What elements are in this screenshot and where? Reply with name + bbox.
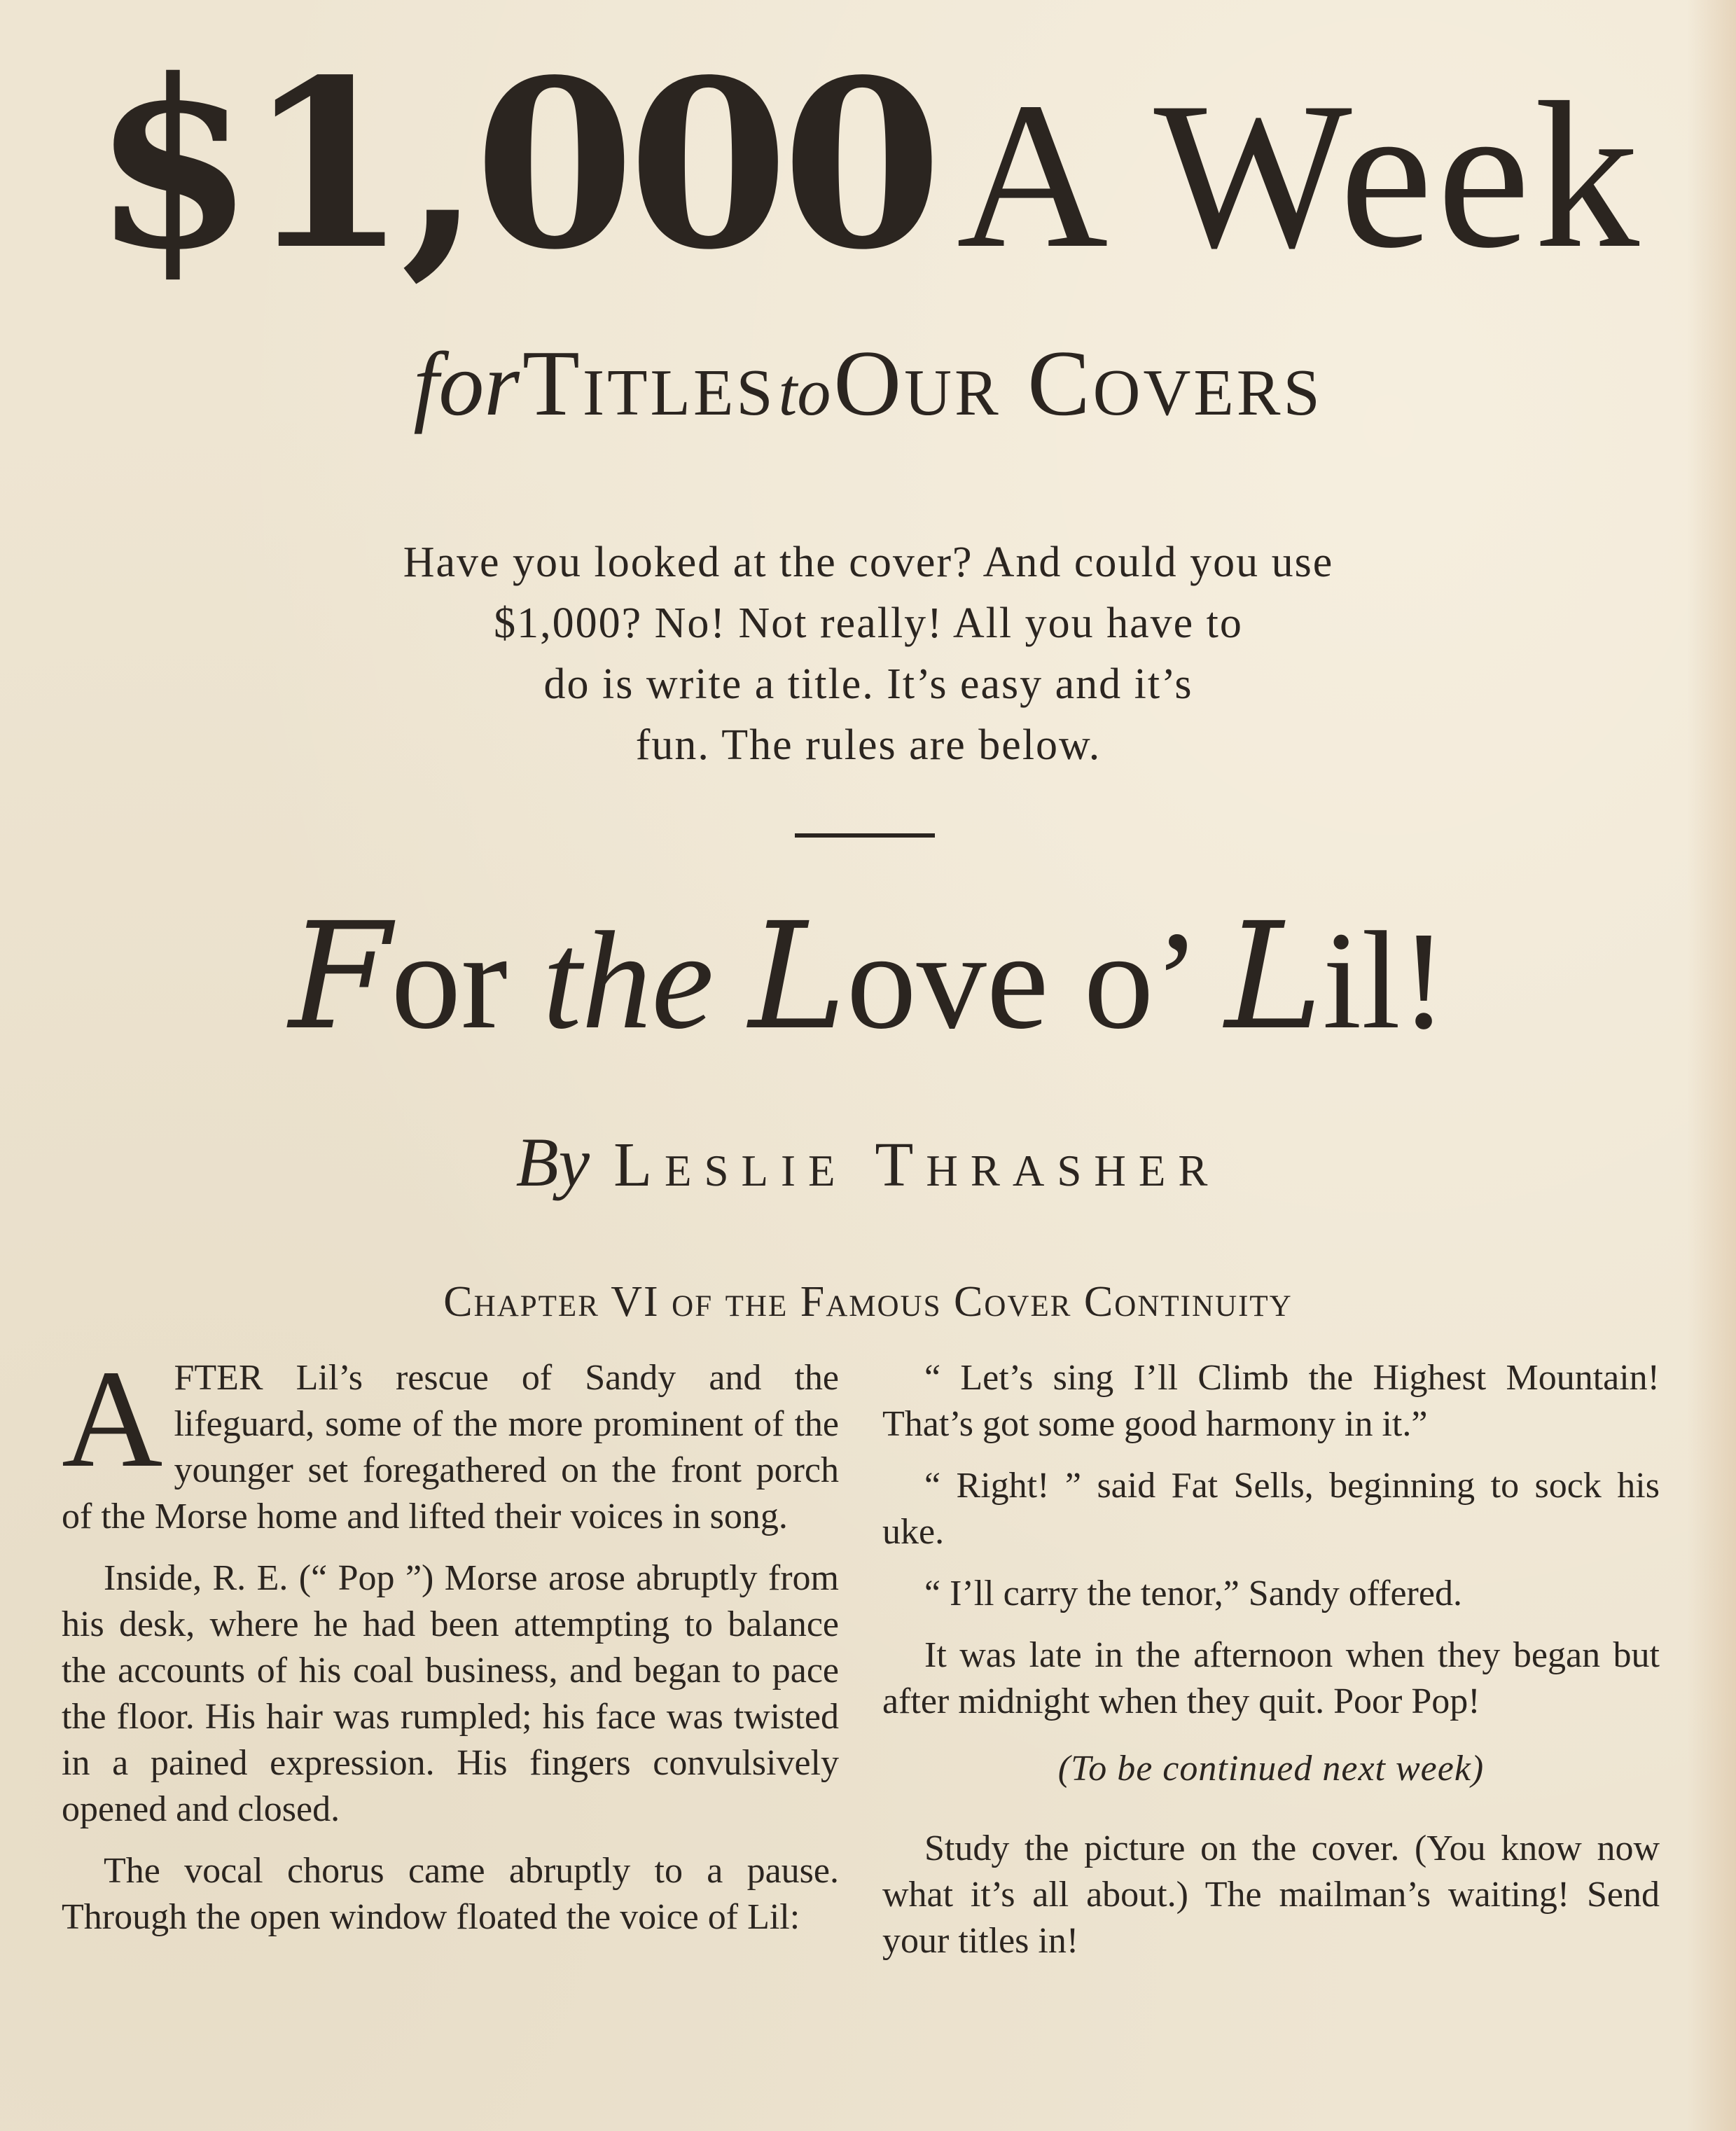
- intro-line: fun. The rules are below.: [635, 721, 1102, 769]
- continued-note: (To be continued next week): [1057, 1749, 1485, 1789]
- subhead-to: to: [778, 354, 831, 429]
- drop-cap: A: [62, 1342, 163, 1497]
- paragraph: [62, 1342, 839, 1540]
- left-column: [62, 1342, 839, 1956]
- paragraph: The vocal chorus came abruptly to a pause. Through the open window floated the voice of Lil:: [62, 1851, 839, 1937]
- title-ove: ove o’: [846, 903, 1190, 1058]
- intro-line: $1,000? No! Not really! All you have to: [494, 599, 1243, 647]
- paragraph: Inside, R. E. (“ Pop ”) Morse arose abruptly from his desk, where he had been attempting to balance the accounts of his coal business, and began to pace the floor. His hair was rumpled; his face was twisted in a pained expression. His fingers convulsively opened and closed.: [62, 1558, 839, 1829]
- right-column: [882, 1355, 1660, 1980]
- title-or: or: [391, 903, 508, 1058]
- headline-rest: A Week: [956, 59, 1644, 291]
- subhead-for: for: [413, 334, 520, 435]
- headline: [56, 29, 1681, 300]
- intro-line: Have you looked at the cover? And could you use: [403, 539, 1334, 586]
- paragraph: “ Let’s sing I’ll Climb the Highest Mountain! That’s got some good harmony in it.”: [882, 1358, 1660, 1444]
- byline: [0, 1123, 1736, 1201]
- intro-line: do is write a title. It’s easy and it’s: [543, 660, 1193, 708]
- title-initial-l-2: L: [1225, 891, 1323, 1062]
- title-il: il!: [1322, 903, 1447, 1058]
- chapter-heading: Chapter VI of the Famous Cover Continuity: [443, 1278, 1293, 1326]
- subhead-our-covers: Our Covers: [833, 331, 1323, 435]
- byline-by: By: [515, 1123, 590, 1201]
- subhead-titles: Titles: [522, 331, 776, 435]
- subheadline: [0, 331, 1736, 435]
- page-edge-shadow: [1687, 0, 1736, 2131]
- title-the: the: [542, 903, 714, 1058]
- paragraph: Study the picture on the cover. (You know now what it’s all about.) The mailman’s waiting! Send your titles in!: [882, 1828, 1660, 1961]
- byline-author: Leslie Thrasher: [613, 1130, 1221, 1200]
- paragraph-text: FTER Lil’s rescue of Sandy and the lifeguard, some of the more prominent of the younger set foregathered on the front porch of the Morse home and lifted their voices in song.: [62, 1358, 839, 1536]
- paragraph: “ Right! ” said Fat Sells, beginning to sock his uke.: [882, 1466, 1660, 1552]
- intro-text: [280, 532, 1457, 776]
- paragraph: It was late in the afternoon when they began but after midnight when they quit. Poor Pop!: [882, 1635, 1660, 1721]
- title-initial-l: L: [749, 891, 847, 1062]
- divider-rule: [795, 833, 935, 838]
- paragraph: “ I’ll carry the tenor,” Sandy offered.: [924, 1574, 1462, 1613]
- title-initial-f: F: [289, 891, 391, 1062]
- story-title: [0, 891, 1736, 1062]
- headline-amount: $1,000: [92, 29, 936, 300]
